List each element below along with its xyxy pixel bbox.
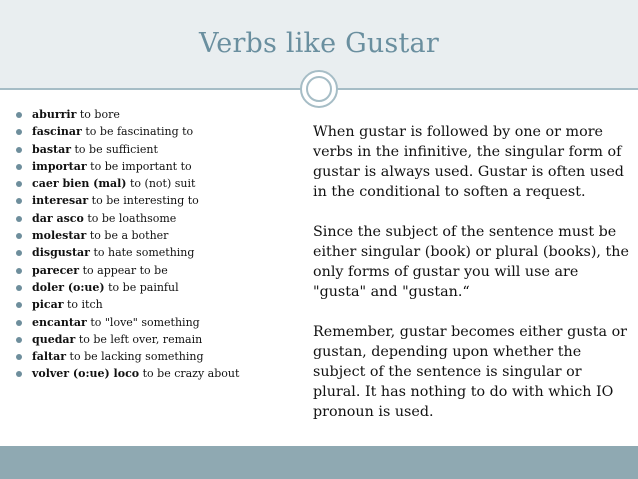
verb-term: doler (o:ue) — [32, 280, 105, 294]
list-item — [14, 192, 304, 209]
paragraph-infinitive: When gustar is followed by one or more verbs in the infinitive, the singular form of gustar is always used. Gustar is often used in the conditional to soften a request. — [313, 124, 624, 200]
verb-meaning: to be left over, remain — [78, 332, 203, 346]
bullet-icon — [16, 371, 22, 377]
verb-term: picar — [32, 298, 64, 312]
verb-meaning: to bore — [79, 108, 120, 121]
bullet-icon — [16, 181, 22, 187]
verb-term: parecer — [32, 263, 80, 277]
inner-circle-icon — [306, 76, 332, 102]
list-item — [14, 244, 304, 261]
footer-band — [0, 446, 638, 479]
verb-meaning: to be painful — [108, 280, 179, 294]
verb-term: molestar — [32, 229, 87, 243]
verb-list — [14, 106, 304, 383]
bullet-icon — [16, 268, 22, 274]
list-item — [14, 348, 304, 365]
verb-term: faltar — [32, 350, 67, 364]
list-item — [14, 262, 304, 279]
bullet-icon — [16, 164, 22, 170]
bullet-icon — [16, 302, 22, 308]
verb-term: volver (o:ue) loco — [32, 367, 140, 381]
list-item — [14, 227, 304, 244]
verb-term: interesar — [32, 194, 89, 208]
verb-meaning: to itch — [67, 298, 103, 312]
verb-term: dar asco — [32, 211, 84, 225]
bullet-icon — [16, 112, 22, 118]
verb-term: importar — [32, 159, 87, 173]
list-item — [14, 314, 304, 331]
verb-term: quedar — [32, 332, 76, 346]
verb-meaning: to be a bother — [89, 229, 169, 243]
verb-meaning: to appear to be — [82, 263, 168, 277]
verb-meaning: to be interesting to — [91, 194, 199, 208]
verb-meaning: to be important to — [90, 159, 192, 173]
list-item — [14, 175, 304, 192]
bullet-icon — [16, 354, 22, 360]
verb-term: disgustar — [32, 246, 90, 260]
verb-term: encantar — [32, 315, 87, 329]
verb-meaning: to be fascinating to — [85, 125, 194, 139]
bullet-icon — [16, 250, 22, 256]
list-item — [14, 123, 304, 140]
verb-term: aburrir — [32, 108, 77, 121]
list-item — [14, 279, 304, 296]
bullet-icon — [16, 147, 22, 153]
verb-meaning: to be lacking something — [69, 350, 204, 364]
list-item — [14, 106, 304, 123]
verb-meaning: to (not) suit — [130, 177, 196, 191]
verb-term: caer bien (mal) — [32, 177, 127, 191]
bullet-icon — [16, 233, 22, 239]
verb-term: bastar — [32, 142, 72, 156]
list-item — [14, 365, 304, 382]
bullet-icon — [16, 337, 22, 343]
list-item — [14, 210, 304, 227]
verb-meaning: to "love" something — [90, 315, 200, 329]
verb-meaning: to be sufficient — [74, 142, 158, 156]
bullet-icon — [16, 216, 22, 222]
bullet-icon — [16, 285, 22, 291]
verb-meaning: to be loathsome — [87, 211, 177, 225]
paragraph-forms: Since the subject of the sentence must be either singular (book) or plural (books), the only forms of gustar you will use are "gusta" and "gustan.“ — [313, 224, 629, 300]
circle-ornament-icon — [300, 70, 338, 108]
paragraph-agreement: Remember, gustar becomes either gusta or gustan, depending upon whether the subject of the sentence is singular or plural. It has nothing to do with which IO pronoun is used. — [313, 324, 628, 420]
explanation-column — [313, 122, 631, 442]
list-item — [14, 331, 304, 348]
bullet-icon — [16, 129, 22, 135]
bullet-icon — [16, 320, 22, 326]
bullet-icon — [16, 198, 22, 204]
verb-meaning: to be crazy about — [142, 367, 240, 381]
list-item — [14, 158, 304, 175]
list-item — [14, 141, 304, 158]
verb-term: fascinar — [32, 125, 82, 139]
verb-meaning: to hate something — [93, 246, 195, 260]
list-item — [14, 296, 304, 313]
slide-title: Verbs like Gustar — [199, 28, 439, 59]
